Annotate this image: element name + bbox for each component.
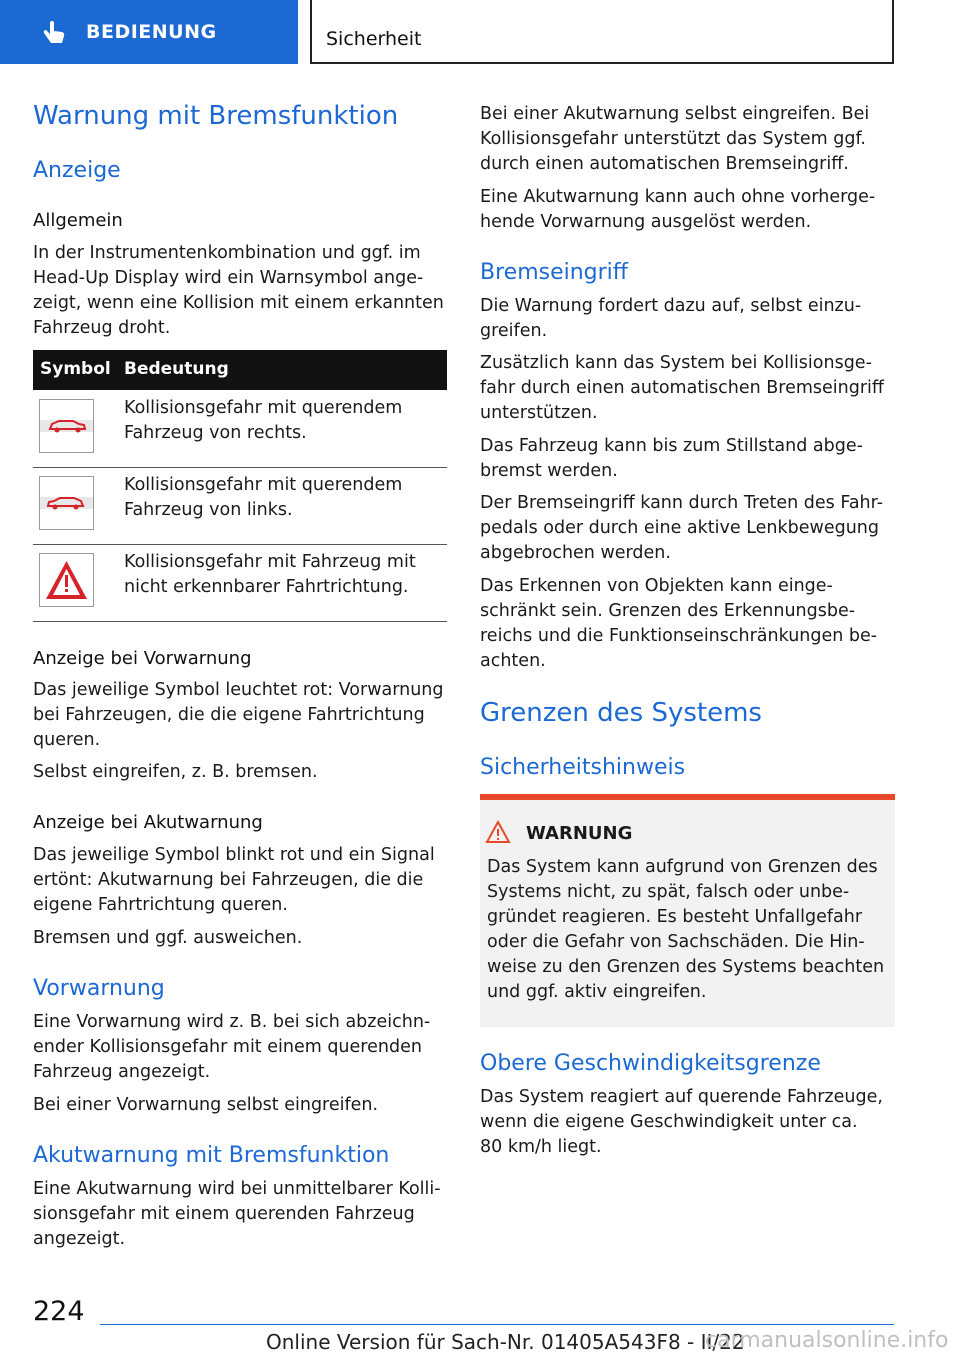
paragraph-vorwarnung-text: Eine Vorwarnung wird z. B. bei sich abzeichn- ender Kollisionsgefahr mit einem querenden Fahrzeug angezeigt. [33,1012,431,1082]
symbol-cell [39,553,94,607]
table-row [33,390,447,468]
symbol-table-header [33,350,447,390]
paragraph-b1: Die Warnung fordert dazu auf, selbst einzu- greifen. [480,296,862,341]
symbol-cell [39,399,94,453]
paragraph-akutwarnung-text: Eine Akutwarnung wird bei unmittelbarer Kolli- sionsgefahr mit einem querenden Fahrzeug angezeigt. [33,1179,441,1249]
warning-icon [485,820,511,844]
paragraph-akutwarnung: Das jeweilige Symbol blinkt rot und ein Signal ertönt: Akutwarnung bei Fahrzeugen, die die eigene Fahrtrichtung queren. [33,845,435,915]
section-header [310,0,894,64]
warning-title: WARNUNG [526,823,633,844]
table-row [33,467,447,545]
paragraph-vorwarnung-eingreifen: Bei einer Vorwarnung selbst eingreifen. [33,1095,379,1115]
row-description: Kollisionsgefahr mit Fahrzeug mit nicht erkennbarer Fahrtrichtung. [124,552,416,597]
row-description: Kollisionsgefahr mit querendem Fahrzeug von links. [124,475,403,520]
paragraph-allgemein: In der Instrumentenkombination und ggf. im Head-Up Display wird ein Warnsymbol ange- zeigt, wenn eine Kollision mit einem erkannten Fahrzeug droht. [33,243,444,338]
heading-allgemein: Allgemein [33,210,123,231]
watermark: carmanualsonline.info [705,1328,949,1353]
heading-anzeige: Anzeige [33,158,121,183]
col-bedeutung: Bedeutung [124,359,229,379]
paragraph-r1: Bei einer Akutwarnung selbst eingreifen. Bei Kollisionsgefahr unterstützt das System ggf. durch einen automatischen Bremseingriff. [480,104,870,174]
paragraph-b4: Der Bremseingriff kann durch Treten des Fahr- pedals oder durch eine aktive Lenkbewegung abgebrochen werden. [480,493,884,563]
main-heading: Warnung mit Bremsfunktion [33,101,399,131]
heading-grenzen: Grenzen des Systems [480,698,762,728]
paragraph-b5: Das Erkennen von Objekten kann einge- schränkt sein. Grenzen des Erkennungsbe- reichs und die Funktionseinschränkungen be- achten. [480,576,878,671]
table-row [33,544,447,622]
car-cross-left-icon [40,477,93,529]
row-description: Kollisionsgefahr mit querendem Fahrzeug von rechts. [124,398,403,443]
symbol-cell [39,476,94,530]
paragraph-r2: Eine Akutwarnung kann auch ohne vorherge- hende Vorwarnung ausgelöst werden. [480,187,876,232]
page-number: 224 [33,1296,85,1327]
car-cross-right-icon [40,400,93,452]
paragraph-b2: Zusätzlich kann das System bei Kollisionsge- fahr durch einen automatischen Bremseingriff unterstützen. [480,353,884,423]
footer-online-version: Online Version für Sach-Nr. 01405A543F8 - II/22 [266,1330,745,1354]
warning-triangle-icon [40,554,93,606]
hand-pointer-icon [40,18,68,46]
heading-anzeige-akutwarnung: Anzeige bei Akutwarnung [33,812,263,833]
warning-text: Das System kann aufgrund von Grenzen des Systems nicht, zu spät, falsch oder unbe- gründet reagieren. Es besteht Unfallgefahr oder die Gefahr von Sachschäden. Die Hin- weise zu den Grenzen des Systems beachten und ggf. aktiv eingreifen. [487,857,885,1002]
paragraph-vorwarnung: Das jeweilige Symbol leuchtet rot: Vorwarnung bei Fahrzeugen, die die eigene Fahrtrichtung queren. [33,680,444,750]
header-tab [0,0,298,64]
section-title: Sicherheit [326,28,422,50]
paragraph-selbst: Selbst eingreifen, z. B. bremsen. [33,762,318,782]
paragraph-obere-grenze: Das System reagiert auf querende Fahrzeuge, wenn die eigene Geschwindigkeit unter ca. 80 km/h liegt. [480,1087,883,1157]
heading-vorwarnung: Vorwarnung [33,976,165,1001]
col-symbol: Symbol [40,359,111,379]
heading-bremseingriff: Bremseingriff [480,260,628,285]
paragraph-bremsen: Bremsen und ggf. ausweichen. [33,928,303,948]
footer-divider [100,1324,894,1325]
heading-akutwarnung: Akutwarnung mit Bremsfunktion [33,1143,390,1168]
heading-anzeige-vorwarnung: Anzeige bei Vorwarnung [33,648,252,669]
heading-sicherheitshinweis: Sicherheitshinweis [480,755,686,780]
tab-label: BEDIENUNG [86,21,217,43]
paragraph-b3: Das Fahrzeug kann bis zum Stillstand abge- bremst werden. [480,436,863,481]
heading-obere-grenze: Obere Geschwindigkeitsgrenze [480,1051,821,1076]
